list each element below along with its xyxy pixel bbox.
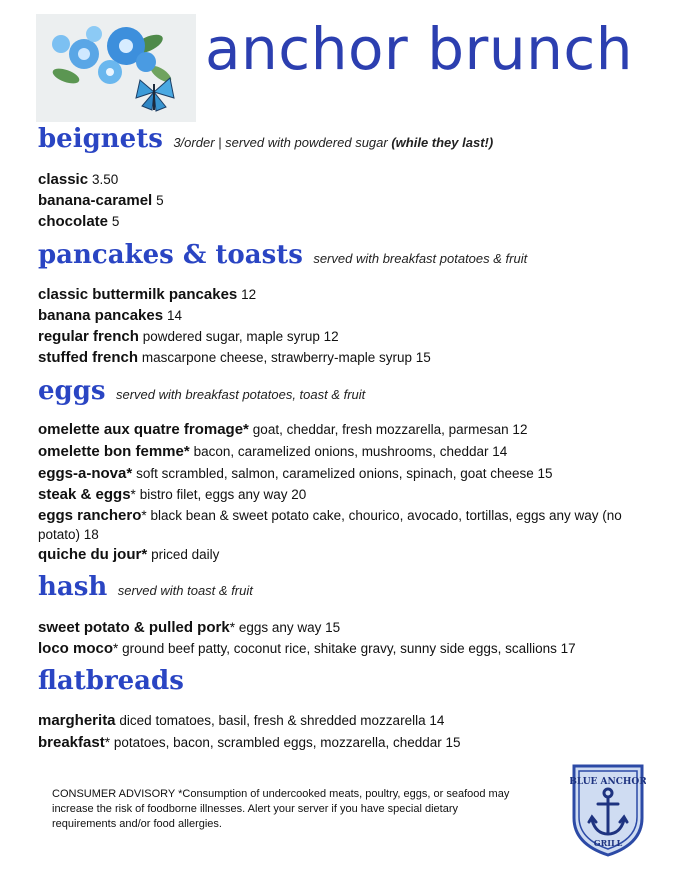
menu-item: classic buttermilk pancakes 12 xyxy=(38,286,257,303)
menu-item: sweet potato & pulled pork* eggs any way 15 xyxy=(38,619,341,636)
section-note-bold: (while they last!) xyxy=(391,135,494,150)
section-title: pancakes & toasts xyxy=(38,240,303,270)
menu-item: eggs ranchero* black bean & sweet potato cake, chourico, avocado, tortillas, eggs any way (no potato) 18 xyxy=(38,507,622,542)
section-title: flatbreads xyxy=(38,666,184,696)
menu-item: chocolate 5 xyxy=(38,213,120,230)
menu-item: regular french powdered sugar, maple syrup 12 xyxy=(38,328,339,345)
menu-item: stuffed french mascarpone cheese, strawberry-maple syrup 15 xyxy=(38,349,431,366)
menu-item: classic 3.50 xyxy=(38,171,119,188)
section-pancakes-toasts xyxy=(38,240,527,270)
section-flatbreads xyxy=(38,666,184,696)
page-title: anchor brunch xyxy=(205,15,634,83)
consumer-advisory: CONSUMER ADVISORY *Consumption of undercooked meats, poultry, eggs, or seafood may increase the risk of foodborne illnesses. Alert your server if you have special dietary requirements and/or food allergies. xyxy=(52,788,510,830)
section-title: eggs xyxy=(38,376,106,406)
menu-item: banana-caramel 5 xyxy=(38,192,164,209)
section-title: hash xyxy=(38,572,108,602)
svg-text:BLUE ANCHOR: BLUE ANCHOR xyxy=(570,777,646,787)
menu-item: banana pancakes 14 xyxy=(38,307,182,324)
section-title: beignets xyxy=(38,124,163,154)
butterfly-icon xyxy=(136,78,174,111)
menu-item: eggs-a-nova* soft scrambled, salmon, caramelized onions, spinach, goat cheese 15 xyxy=(38,465,553,482)
menu-item: omelette bon femme* bacon, caramelized onions, mushrooms, cheddar 14 xyxy=(38,443,508,460)
menu-item: margherita diced tomatoes, basil, fresh & shredded mozzarella 14 xyxy=(38,712,445,729)
svg-text:GRILL: GRILL xyxy=(593,838,623,848)
menu-item: breakfast* potatoes, bacon, scrambled eggs, mozzarella, cheddar 15 xyxy=(38,734,461,751)
section-note: served with toast & fruit xyxy=(117,583,253,598)
section-note: 3/order | served with powdered sugar (while they last!) xyxy=(173,135,494,150)
section-eggs xyxy=(38,376,365,406)
blue-anchor-grill-logo xyxy=(570,762,646,858)
flowers-butterfly-image xyxy=(36,14,196,122)
menu-item: quiche du jour* priced daily xyxy=(38,546,220,563)
section-beignets xyxy=(38,124,493,154)
section-note: served with breakfast potatoes, toast & fruit xyxy=(116,387,366,402)
menu-item: steak & eggs* bistro filet, eggs any way 20 xyxy=(38,486,307,503)
section-note: served with breakfast potatoes & fruit xyxy=(313,251,528,266)
menu-item: loco moco* ground beef patty, coconut rice, shitake gravy, sunny side eggs, scallions 17 xyxy=(38,640,576,657)
menu-item: omelette aux quatre fromage* goat, cheddar, fresh mozzarella, parmesan 12 xyxy=(38,421,528,438)
section-hash xyxy=(38,572,253,602)
